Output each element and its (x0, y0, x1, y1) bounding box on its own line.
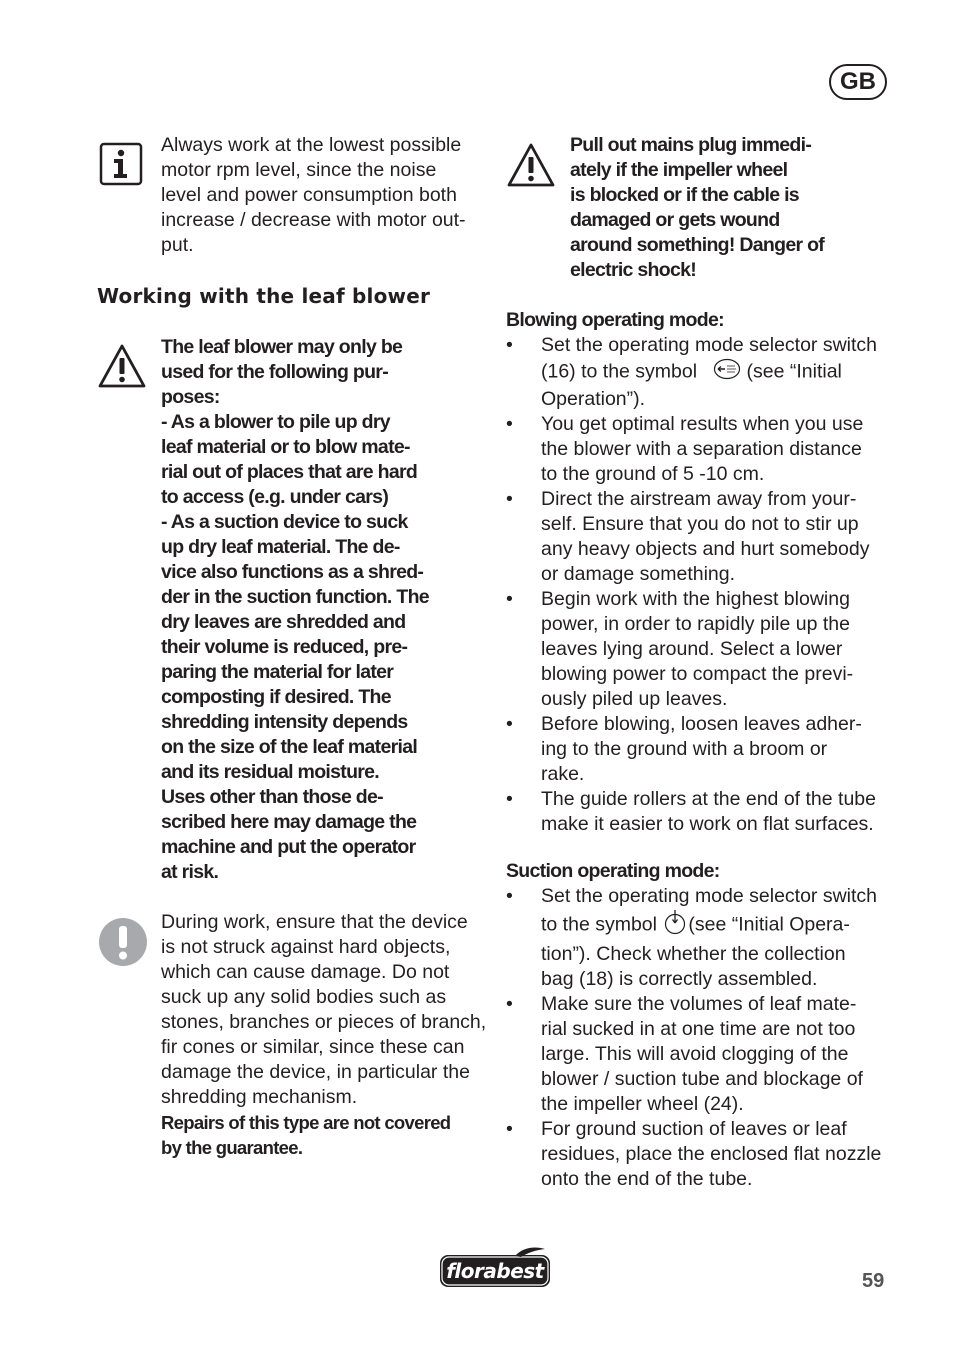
list-item-line: rake. (541, 763, 585, 785)
list-item-line: Set the operating mode selector switch (541, 334, 878, 356)
plug-warning-line: electric shock! (570, 259, 697, 281)
usage-warning-line: and its residual moisture. (161, 761, 380, 783)
bullet: • (506, 588, 513, 610)
bullet: • (506, 713, 513, 735)
caution-note-line: which can cause damage. Do not (161, 961, 450, 983)
usage-warning-line: rial out of places that are hard (161, 461, 418, 483)
list-item-text: to the symbol (541, 913, 657, 936)
list-item-line: self. Ensure that you do not to stir up (541, 513, 859, 535)
list-item-line: blowing power to compact the previ- (541, 663, 854, 685)
list-item-line: You get optimal results when you use (541, 413, 864, 435)
usage-warning-line: machine and put the operator (161, 836, 416, 858)
info-icon (99, 142, 143, 191)
usage-warning-line: shredding intensity depends (161, 711, 408, 733)
list-item-line: leaves lying around. Select a lower (541, 638, 843, 660)
suction-mode-section (506, 859, 906, 1192)
bullet: • (506, 334, 513, 356)
list-item-line: the impeller wheel (24). (541, 1093, 744, 1115)
usage-warning (161, 335, 491, 885)
florabest-logo (437, 1245, 553, 1296)
plug-warning-line: around something! Danger of (570, 234, 825, 256)
caution-note-line: During work, ensure that the device (161, 911, 468, 933)
list-item-line: Set the operating mode selector switch (541, 885, 878, 907)
list-item (506, 587, 906, 712)
bullet: • (506, 885, 513, 907)
language-badge: GB (829, 64, 887, 100)
list-item-text: (see “Initial (746, 360, 842, 383)
usage-warning-line: at risk. (161, 861, 219, 883)
usage-warning-line: dry leaves are shredded and (161, 611, 406, 633)
list-item (506, 412, 906, 487)
info-note (161, 133, 491, 258)
list-item-text: (see “Initial Opera- (688, 913, 850, 936)
list-item (506, 884, 906, 992)
list-item (506, 787, 906, 837)
logo-text: florabest (446, 1259, 544, 1283)
list-item-line: or damage something. (541, 563, 736, 585)
list-item-line: rial sucked in at one time are not too (541, 1018, 856, 1040)
usage-warning-line: composting if desired. The (161, 686, 391, 708)
list-item (506, 1117, 906, 1192)
suction-mode-list (506, 884, 906, 1192)
list-item-line (541, 358, 906, 387)
usage-warning-line: on the size of the leaf material (161, 736, 418, 758)
list-item (506, 992, 906, 1117)
list-item-line: to the ground of 5 -10 cm. (541, 463, 765, 485)
info-note-line: put. (161, 234, 194, 256)
bullet: • (506, 1118, 513, 1140)
blowing-mode-title: Blowing operating mode: (506, 309, 724, 331)
list-item-line: blower / suction tube and blockage of (541, 1068, 863, 1090)
usage-warning-line: up dry leaf material. The de- (161, 536, 400, 558)
page-number: 59 (862, 1270, 885, 1292)
usage-warning-line: leaf material or to blow mate- (161, 436, 410, 458)
bullet: • (506, 488, 513, 510)
list-item-line: power, in order to rapidly pile up the (541, 613, 850, 635)
plug-warning-line: is blocked or if the cable is (570, 184, 799, 206)
usage-warning-line: The leaf blower may only be (161, 336, 403, 358)
list-item-line: Begin work with the highest blowing (541, 588, 850, 610)
list-item-line: onto the end of the tube. (541, 1168, 753, 1190)
exclamation-circle-icon (98, 917, 148, 972)
usage-warning-line: Uses other than those de- (161, 786, 383, 808)
blow-mode-symbol-icon (713, 358, 741, 387)
plug-warning-line: Pull out mains plug immedi- (570, 134, 812, 156)
list-item-line: ing to the ground with a broom or (541, 738, 828, 760)
list-item-line: The guide rollers at the end of the tube (541, 788, 876, 810)
list-item-line: Operation”). (541, 388, 646, 410)
info-note-line: Always work at the lowest possible (161, 134, 462, 156)
plug-warning-line: damaged or gets wound (570, 209, 780, 231)
caution-note-line: suck up any solid bodies such as (161, 986, 447, 1008)
list-item (506, 712, 906, 787)
list-item-line: Make sure the volumes of leaf mate- (541, 993, 857, 1015)
bullet: • (506, 413, 513, 435)
usage-warning-line: der in the suction function. The (161, 586, 429, 608)
usage-warning-line: to access (e.g. under cars) (161, 486, 389, 508)
list-item-line: For ground suction of leaves or leaf (541, 1118, 847, 1140)
caution-note-line: stones, branches or pieces of branch, (161, 1011, 487, 1033)
suction-mode-title: Suction operating mode: (506, 860, 720, 882)
blowing-mode-list (506, 333, 906, 837)
caution-note-line: fir cones or similar, since these can (161, 1036, 465, 1058)
usage-warning-line: - As a blower to pile up dry (161, 411, 390, 433)
usage-warning-line: poses: (161, 386, 220, 408)
caution-note-line: damage the device, in particular the (161, 1061, 470, 1083)
usage-warning-line: paring the material for later (161, 661, 394, 683)
info-note-line: level and power consumption both (161, 184, 457, 206)
list-item (506, 487, 906, 587)
list-item-line (541, 909, 906, 942)
usage-warning-line: their volume is reduced, pre- (161, 636, 408, 658)
usage-warning-line: - As a suction device to suck (161, 511, 408, 533)
usage-warning-line: vice also functions as a shred- (161, 561, 424, 583)
list-item-line: tion”). Check whether the collection (541, 943, 846, 965)
caution-note-line: shredding mechanism. (161, 1086, 358, 1108)
caution-note-line: is not struck against hard objects, (161, 936, 451, 958)
list-item-line: Before blowing, loosen leaves adher- (541, 713, 862, 735)
bullet: • (506, 993, 513, 1015)
list-item-line: ously piled up leaves. (541, 688, 728, 710)
list-item-text: (16) to the symbol (541, 360, 698, 383)
list-item-line: make it easier to work on flat surfaces. (541, 813, 874, 835)
list-item-line: bag (18) is correctly assembled. (541, 968, 818, 990)
caution-note (161, 910, 491, 1160)
info-note-line: increase / decrease with motor out- (161, 209, 466, 231)
plug-warning (570, 133, 900, 283)
section-heading: Working with the leaf blower (97, 284, 431, 308)
warning-triangle-icon (97, 343, 147, 394)
list-item-line: the blower with a separation distance (541, 438, 862, 460)
list-item-line: large. This will avoid clogging of the (541, 1043, 849, 1065)
plug-warning-line: ately if the impeller wheel (570, 159, 788, 181)
guarantee-note-line: by the guarantee. (161, 1137, 303, 1158)
blowing-mode-section (506, 308, 906, 837)
list-item-line: residues, place the enclosed flat nozzle (541, 1143, 882, 1165)
warning-triangle-icon (506, 142, 556, 193)
suction-mode-symbol-icon (664, 909, 686, 942)
list-item-line: any heavy objects and hurt somebody (541, 538, 870, 560)
bullet: • (506, 788, 513, 810)
info-note-line: motor rpm level, since the noise (161, 159, 437, 181)
usage-warning-line: used for the following pur- (161, 361, 388, 383)
list-item (506, 333, 906, 412)
usage-warning-line: scribed here may damage the (161, 811, 417, 833)
list-item-line: Direct the airstream away from your- (541, 488, 857, 510)
guarantee-note-line: Repairs of this type are not covered (161, 1112, 451, 1133)
